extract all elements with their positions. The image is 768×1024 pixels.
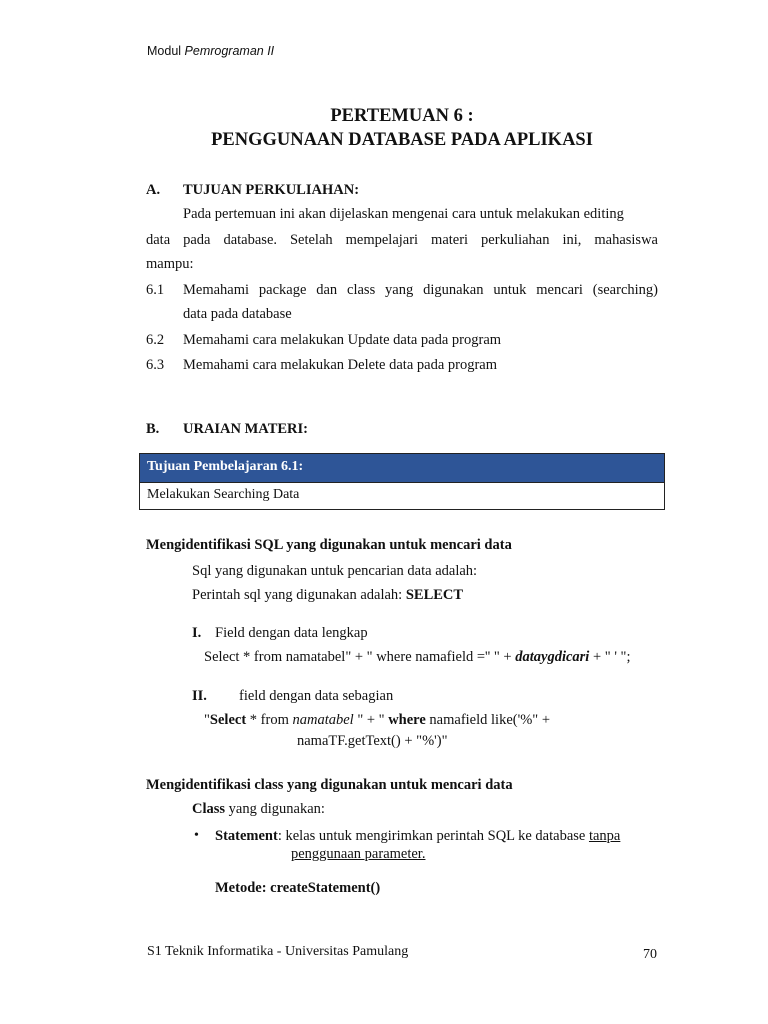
statement-underline: tanpa bbox=[588, 828, 621, 844]
sql-keyword-select: SELECT bbox=[405, 587, 464, 603]
header-prefix: Modul bbox=[147, 44, 185, 58]
page-title-line1: PERTEMUAN 6 : bbox=[330, 106, 474, 126]
bullet-icon: • bbox=[194, 828, 199, 843]
code-part: namafield like('%" + bbox=[425, 712, 551, 728]
section-b-letter: B. bbox=[146, 421, 160, 437]
learning-objective-title: Tujuan Pembelajaran 6.1: bbox=[147, 459, 304, 474]
learning-objective-box bbox=[139, 453, 665, 510]
code-keyword: Select bbox=[209, 712, 247, 728]
section-a-heading: TUJUAN PERKULIAHAN: bbox=[183, 182, 360, 198]
statement-bullet bbox=[215, 828, 620, 845]
objective-text: Memahami cara melakukan Update data pada program bbox=[183, 332, 502, 348]
sql-section-heading: Mengidentifikasi SQL yang digunakan untuk mencari data bbox=[146, 537, 512, 553]
intro-line3: mampu: bbox=[146, 256, 194, 272]
class-line1-rest: yang digunakan: bbox=[225, 801, 325, 817]
learning-objective-body: Melakukan Searching Data bbox=[147, 487, 300, 502]
objective-text: Memahami package dan class yang digunakan untuk mencari (searching) bbox=[183, 282, 658, 298]
code-keyword: where bbox=[388, 712, 426, 728]
statement-underline-cont: penggunaan parameter. bbox=[291, 846, 426, 862]
code-table: namatabel bbox=[292, 712, 354, 728]
statement-term: Statement bbox=[215, 828, 278, 844]
class-keyword: Class bbox=[192, 801, 226, 817]
statement-desc: : kelas untuk mengirimkan perintah SQL ke database bbox=[277, 828, 589, 844]
code-part: * from bbox=[246, 712, 293, 728]
page-title-line2: PENGGUNAAN DATABASE PADA APLIKASI bbox=[211, 130, 593, 150]
objective-text: Memahami cara melakukan Delete data pada program bbox=[183, 357, 498, 373]
sql-item1-label: Field dengan data lengkap bbox=[215, 625, 368, 641]
objective-num: 6.1 bbox=[146, 282, 165, 298]
sql-line2-prefix: Perintah sql yang digunakan adalah: bbox=[192, 587, 406, 603]
objective-text-cont: data pada database bbox=[183, 306, 292, 322]
footer-institution: S1 Teknik Informatika - Universitas Pamulang bbox=[147, 944, 409, 959]
sql-item2-num: II. bbox=[192, 688, 207, 704]
code-part: Select * from namatabel" + " where namafield ='' " + bbox=[204, 649, 516, 665]
section-a-letter: A. bbox=[146, 182, 161, 198]
sql-item2-code-cont: namaTF.getText() + "%')" bbox=[297, 733, 448, 749]
sql-line1: Sql yang digunakan untuk pencarian data adalah: bbox=[192, 563, 478, 579]
sql-item2-code bbox=[204, 712, 550, 729]
header-subject: Pemrograman II bbox=[184, 44, 275, 58]
sql-item2-label: field dengan data sebagian bbox=[239, 688, 394, 704]
class-section-heading: Mengidentifikasi class yang digunakan untuk mencari data bbox=[146, 777, 513, 793]
running-header bbox=[147, 44, 274, 58]
code-variable: dataygdicari bbox=[515, 649, 590, 665]
objective-num: 6.2 bbox=[146, 332, 165, 348]
sql-line2 bbox=[192, 587, 463, 604]
method-line: Metode: createStatement() bbox=[215, 880, 381, 896]
code-part: + " ' "; bbox=[589, 649, 631, 665]
class-line1 bbox=[192, 801, 325, 818]
sql-item1-code bbox=[204, 649, 631, 666]
page-number: 70 bbox=[643, 947, 657, 962]
objective-num: 6.3 bbox=[146, 357, 165, 373]
code-part: " bbox=[204, 712, 210, 728]
learning-objective-header bbox=[140, 454, 664, 483]
intro-line1: Pada pertemuan ini akan dijelaskan mengenai cara untuk melakukan editing bbox=[183, 206, 624, 222]
intro-line2: data pada database. Setelah mempelajari materi perkuliahan ini, mahasiswa bbox=[146, 232, 658, 248]
sql-item1-num: I. bbox=[192, 625, 202, 641]
section-b-heading: URAIAN MATERI: bbox=[183, 421, 308, 437]
code-part: " + " bbox=[353, 712, 389, 728]
